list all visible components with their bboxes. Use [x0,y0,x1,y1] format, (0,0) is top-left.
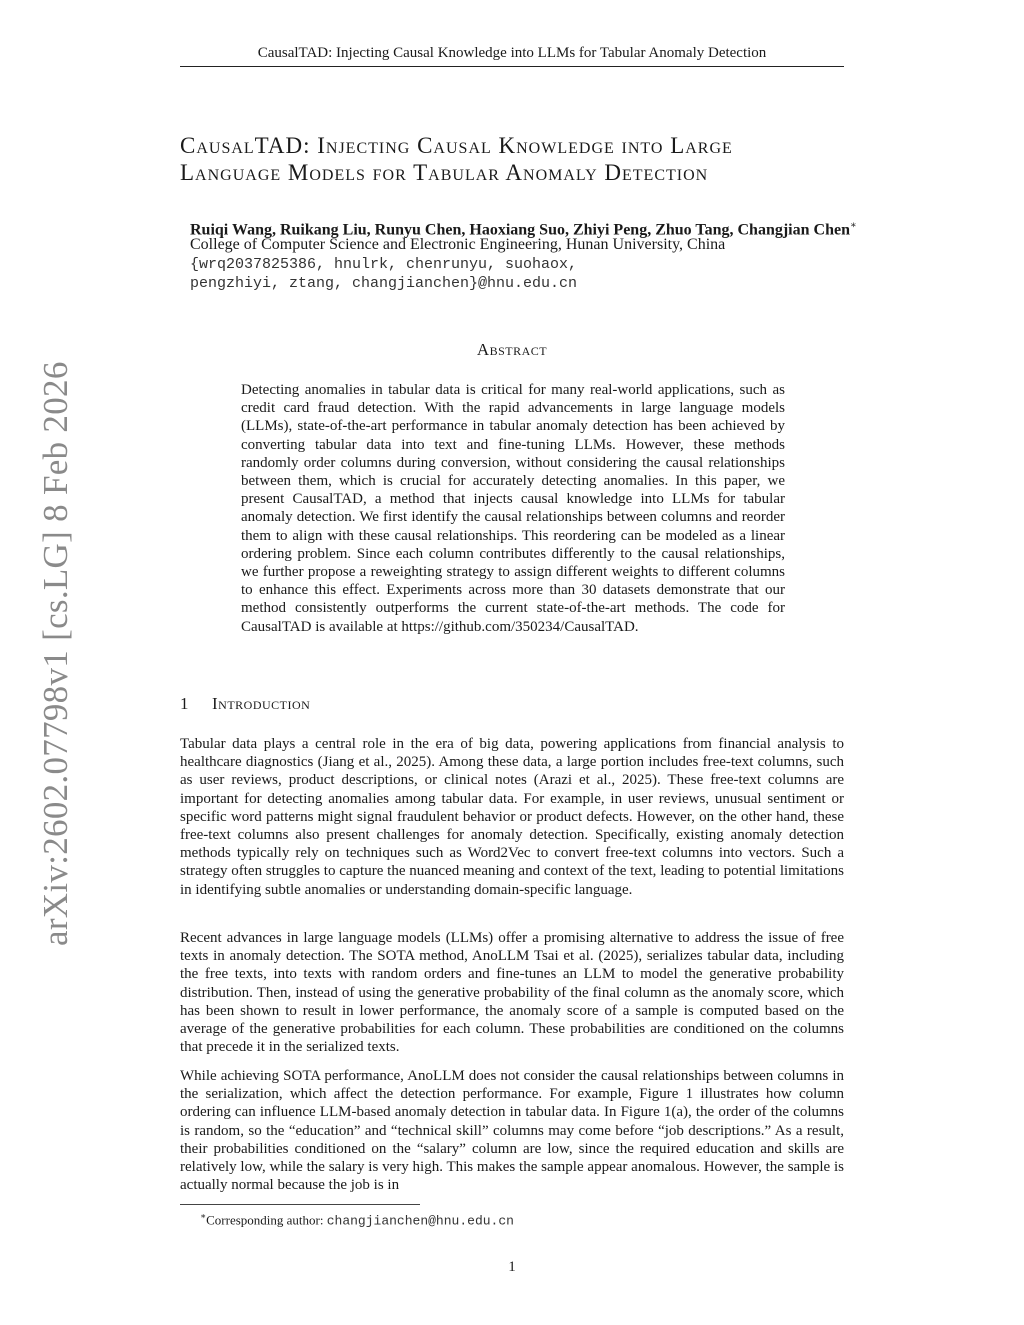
intro-paragraph-2: Recent advances in large language models (LLMs) offer a promising alternative to address the issue of free texts in anomaly detection. The SOTA method, AnoLLM Tsai et al. (2025), serializes tabular data, including the free texts, into texts with random orders and fine-tunes an LLM to model the generative probability distribution. Then, instead of using the generative probability of the final column as the anomaly score, which has been shown to result in lower performance, the anomaly score of a sample is computed based on the average of the generative probabilities for each column. These probabilities are conditioned on the columns that precede it in the serialized texts. [180,930,844,1056]
footnote-mark: ∗ [200,1211,207,1221]
footnote-email[interactable]: changjianchen@hnu.edu.cn [326,1213,514,1229]
running-header: CausalTAD: Injecting Causal Knowledge into LLMs for Tabular Anomaly Detection [257,45,767,61]
page-number: 1 [508,1259,516,1275]
author-emails [190,255,577,293]
paper-title [180,132,860,186]
section-number: 1 [180,694,189,713]
author-names: Ruiqi Wang, Ruikang Liu, Runyu Chen, Haoxiang Suo, Zhiyi Peng, Zhuo Tang, Changjian Chen [190,221,850,239]
corresponding-author-mark: ∗ [849,220,857,231]
section-heading-introduction [180,694,310,714]
email-line-2: pengzhiyi, ztang, changjianchen}@hnu.edu.cn [190,275,578,292]
header-rule [180,66,844,67]
arxiv-stamp[interactable]: arXiv:2602.07798v1 [cs.LG] 8 Feb 2026 [36,361,75,946]
intro-paragraph-3: While achieving SOTA performance, AnoLLM does not consider the causal relationships between columns in the serialization, which affect the detection performance. For example, Figure 1 illustrates how column ordering can influence LLM-based anomaly detection in tabular data. In Figure 1(a), the order of the columns is random, so the “education” and “technical skill” columns may come before “job descriptions.” As a result, their probabilities conditioned on the “salary” column are low, since the required education and skills are relatively low, while the salary is very high. This makes the sample appear anomalous. However, the sample is actually normal because the job is in [180,1068,844,1194]
abstract-text: Detecting anomalies in tabular data is critical for many real-world applications, such as credit card fraud detection. With the rapid advancements in large language models (LLMs), state-of-the-art performance in tabular anomaly detection has been achieved by converting tabular data into text and fine-tuning LLMs. However, these methods randomly order columns during conversion, without considering the causal relationships between them, which is crucial for accurately detecting anomalies. In this paper, we present CausalTAD, a method that injects causal knowledge into LLMs for tabular anomaly detection. We first identify the causal relationships between columns and reorder them to align with these causal relationships. This reordering can be modeled as a linear ordering problem. Since each column contributes differently to the causal relationships, we further propose a reweighting strategy to assign different weights to different columns to enhance this effect. Experiments across more than 30 datasets demonstrate that our method consistently outperforms the current state-of-the-art methods. The code for CausalTAD is available at https://github.com/350234/CausalTAD. [241,382,785,635]
section-title: Introduction [212,694,311,713]
footnote-label: Corresponding author: [206,1212,327,1228]
intro-paragraph-1: Tabular data plays a central role in the era of big data, powering applications from financial analysis to healthcare diagnostics (Jiang et al., 2025). Among these data, a large portion includes free-text columns, such as user reviews, product descriptions, or clinical notes (Arazi et al., 2025). These free-text columns are important for detecting anomalies among tabular data. For example, in user reviews, unusual sentiment or specific word patterns might signal fraudulent behavior or product defects. However, on the other hand, these free-text columns also present challenges for anomaly detection. Specifically, existing anomaly detection methods typically rely on techniques such as Word2Vec to convert free-text columns into vectors. Such a strategy often struggles to capture the nuanced meaning and context of the text, leading to potential limitations in identifying subtle anomalies or understanding domain-specific language. [180,736,844,898]
affiliation: College of Computer Science and Electronic Engineering, Hunan University, China [190,236,726,253]
email-line-1: {wrq2037825386, hnulrk, chenrunyu, suohaox, [190,256,578,273]
paper-title-line-2: Language Models for Tabular Anomaly Detection [180,160,709,185]
paper-title-line-1: CausalTAD: Injecting Causal Knowledge into Large [180,133,733,158]
abstract-heading: Abstract [476,340,548,359]
footnote-rule [180,1204,420,1205]
footnote [200,1208,514,1229]
